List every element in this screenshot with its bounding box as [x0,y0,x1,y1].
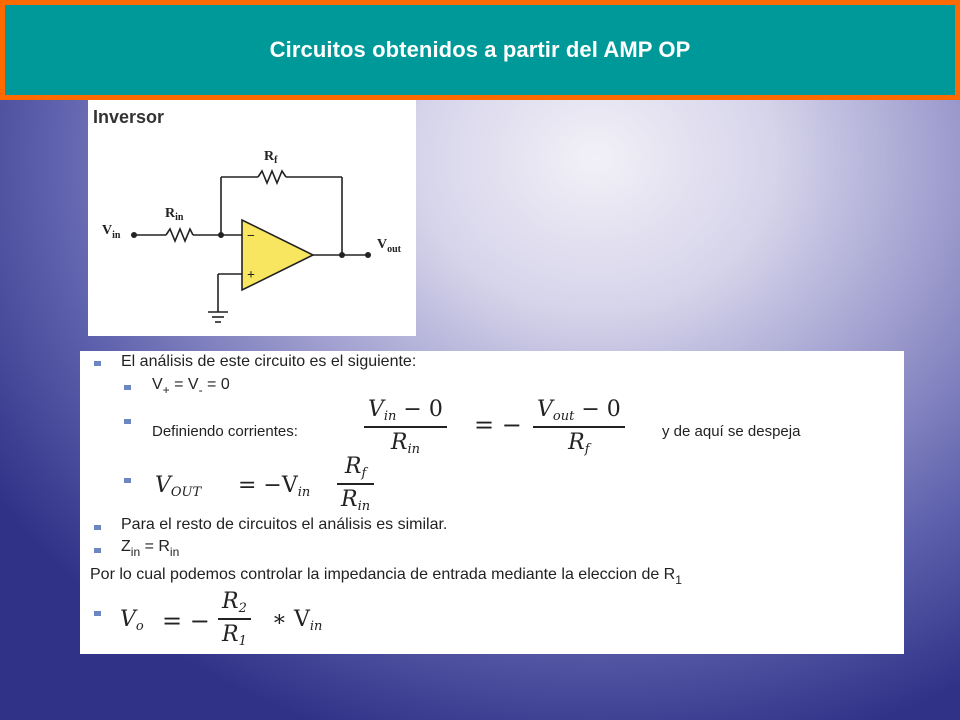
diagram-title: Inversor [93,107,165,127]
vout-label: $V_{out}$ [377,237,402,255]
vo-lhs: $V_o$ [120,607,144,634]
vout-node [365,252,371,258]
similar-analysis-text: Para el resto de circuitos el análisis es similar. [121,516,448,533]
equals-minus: = − [474,411,522,439]
bullet-icon [124,478,131,483]
bullet-icon [124,419,131,424]
rin-label: $R_{in}$ [165,206,184,223]
bullet-icon [124,385,131,390]
slide-header [0,0,960,100]
despeja-text: y de aquí se despeja [662,423,801,440]
plus-sign: + [247,268,255,283]
analysis-intro: El análisis de este circuito es el siguiente: [121,353,417,370]
impedance-control-text: Por lo cual podemos controlar la impedancia de entrada mediante la eleccion de $R_1$ [90,566,682,587]
impedance-equality: $Z_{in} = R_{in}$ [121,538,180,559]
minus-sign: − [247,229,255,244]
fraction-vin-rin: $V_{in} - 0$ $R_{in}$ [364,397,447,457]
currents-label: Definiendo corrientes: [152,423,298,440]
vin-label: $V_{in}$ [102,223,121,241]
inverter-circuit-diagram [88,100,416,336]
vin-node [131,232,137,238]
vout-eq-vin: = $-V_{in}$ [238,473,311,500]
fraction-rf-rin: $R_f$ $R_{in}$ [337,454,374,514]
bullet-icon [94,611,101,616]
rf-label: $R_f$ [264,149,278,166]
output-junction-node [339,252,345,258]
fraction-r2-r1: $R_2$ $R_1$ [218,589,251,649]
bullet-icon [94,548,101,553]
bullet-icon [94,525,101,530]
bullet-icon [94,361,101,366]
voltage-equality: $V_+ = V_- = 0$ [152,376,230,397]
vo-equals-minus: = − [162,607,210,635]
vout-lhs: $V_{OUT}$ [155,473,202,500]
fraction-vout-rf: $V_{out} - 0$ $R_f$ [533,397,625,457]
slide-title: Circuitos obtenidos a partir del AMP OP [269,37,691,62]
vo-times-vin: ∗ $V_{in}$ [272,607,323,634]
junction-node [218,232,224,238]
circuit-schematic [88,100,416,336]
analysis-notes [80,351,904,654]
